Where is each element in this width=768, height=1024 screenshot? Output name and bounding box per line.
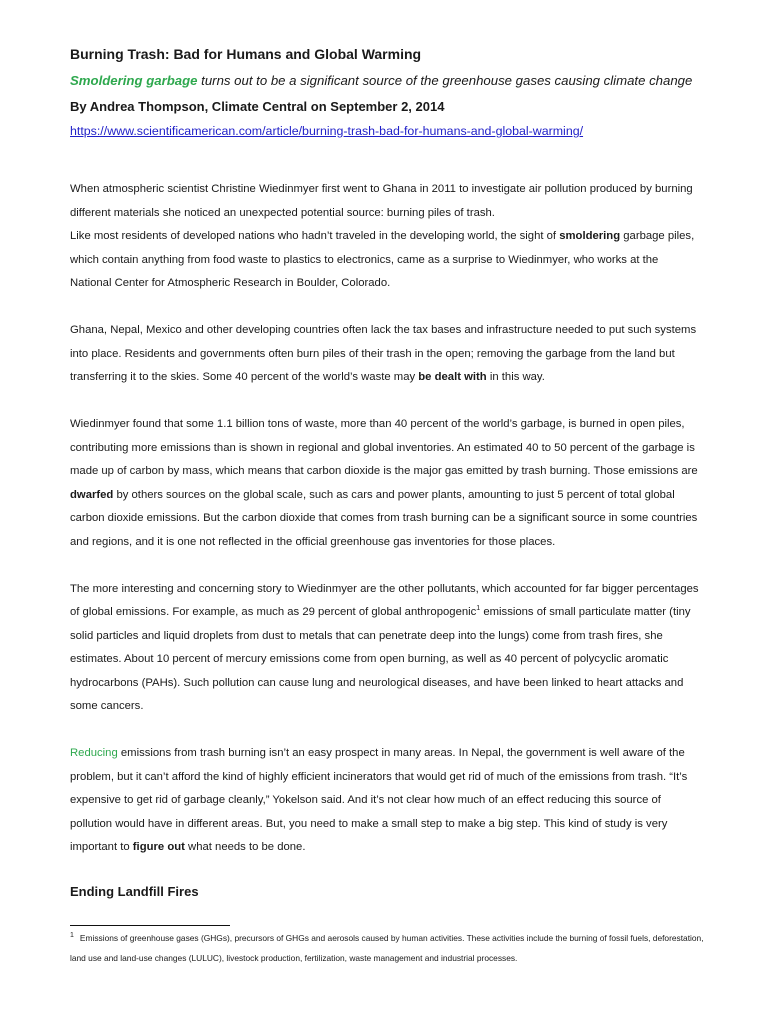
term-reducing[interactable]: Reducing <box>70 747 118 759</box>
article-title: Burning Trash: Bad for Humans and Global Warming <box>70 46 422 62</box>
paragraph-2-text-b: garbage piles, which contain anything from food waste to plastics to electronics, came as a surprise to Wiedinmyer, who works at the National Center for Atmospheric Research in Boulder, Colorado. <box>70 230 695 289</box>
paragraph-5 <box>70 578 700 719</box>
term-figure-out[interactable]: figure out <box>132 841 185 853</box>
paragraph-6-text-b: what needs to be done. <box>184 841 306 853</box>
section-heading: Ending Landfill Fires <box>70 883 199 899</box>
paragraph-3-text-a: Ghana, Nepal, Mexico and other developing countries often lack the tax bases and infrastructure needed to put such systems into place. Residents and governments often burn piles of their trash in the open; removing the garbage from the land but transferring it to the skies. Some 40 percent of the world’s waste may <box>70 324 697 383</box>
article-body <box>70 44 700 901</box>
paragraph-6 <box>70 742 700 860</box>
term-smoldering[interactable]: smoldering <box>559 230 621 242</box>
footnote-divider <box>70 925 230 926</box>
subtitle-text: turns out to be a significant source of the greenhouse gases causing climate change <box>197 73 693 88</box>
source-link[interactable]: https://www.scientificamerican.com/article/burning-trash-bad-for-humans-and-global-warming/ <box>70 124 584 138</box>
subtitle-highlight[interactable]: Smoldering garbage <box>70 73 198 88</box>
paragraph-4-text-b: by others sources on the global scale, such as cars and power plants, amounting to just 5 percent of total global carbon dioxide emissions. But the carbon dioxide that comes from trash burning can be a significant source in some countries and regions, and it is one not reflected in the official greenhouse gas inventories for those places. <box>70 488 698 548</box>
paragraph-5-text-b: emissions of small particulate matter (tiny solid particles and liquid droplets from dust to metals that can penetrate deep into the lungs) come from trash fires, she estimates. About 10 percent of mercury emissions come from open burning, as well as 40 percent of polycyclic aromatic hydrocarbons (PAHs). Such pollution can cause lung and neurological diseases, and have been linked to heart attacks and some cancers. <box>70 606 691 712</box>
paragraph-3-text-b: in this way. <box>486 371 545 383</box>
paragraph-5-text-a: The more interesting and concerning story to Wiedinmyer are the other pollutants, which accounted for far bigger percentages of global emissions. For example, as much as 29 percent of global anthropogenic <box>70 582 699 618</box>
term-be-dealt-with[interactable]: be dealt with <box>418 371 487 383</box>
paragraph-3 <box>70 319 700 390</box>
paragraph-1: When atmospheric scientist Christine Wiedinmyer first went to Ghana in 2011 to investigate air pollution produced by burning different materials she noticed an unexpected potential source: burning piles of trash. <box>70 183 693 219</box>
article-byline: By Andrea Thompson, Climate Central on September 2, 2014 <box>70 99 445 114</box>
paragraph-4-text-a: Wiedinmyer found that some 1.1 billion tons of waste, more than 40 percent of the world’s garbage, is burned in open piles, contributing more emissions than is shown in regional and global inventories. An estimated 40 to 50 percent of the garbage is made up of carbon by mass, which means that carbon dioxide is the major gas emitted by trash burning. Those emissions are <box>70 418 698 477</box>
term-dwarfed[interactable]: dwarfed <box>70 488 114 501</box>
footnote-reference[interactable]: 1 <box>476 605 481 613</box>
footnote-marker: 1 <box>70 932 74 940</box>
paragraph-6-text-a: emissions from trash burning isn’t an easy prospect in many areas. In Nepal, the government is well aware of the problem, but it can’t afford the kind of highly efficient incinerators that would get rid of much of the emissions from trash. “It’s expensive to get rid of garbage cleanly,” Yokelson said. And it’s not clear how much of an effect reducing this source of pollution would have in different areas. But, you need to make a small step to make a big step. This kind of study is very important to <box>70 747 688 853</box>
article-subtitle <box>70 72 700 90</box>
footnote <box>70 928 710 968</box>
footnote-text: Emissions of greenhouse gases (GHGs), precursors of GHGs and aerosols caused by human activities. These activities include the burning of fossil fuels, deforestation, land use and land-use changes (LULUC), livestock production, fertilization, waste management and industrial processes. <box>70 933 704 963</box>
paragraph-4 <box>70 413 700 554</box>
paragraph-2-text-a: Like most residents of developed nations who hadn’t traveled in the developing world, the sight of <box>70 230 560 242</box>
paragraph-2 <box>70 225 700 296</box>
